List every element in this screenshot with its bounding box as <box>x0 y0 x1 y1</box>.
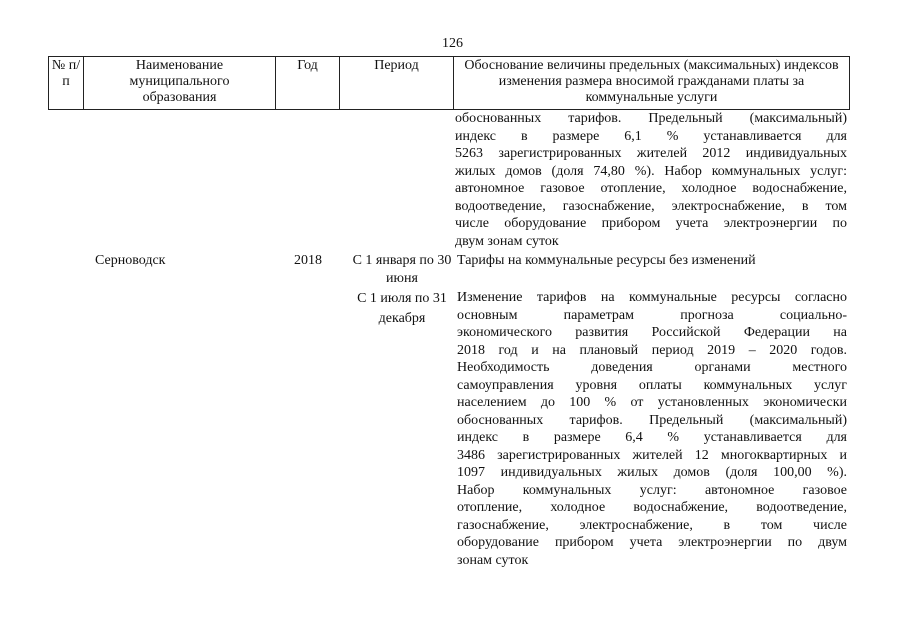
header-municipality: Наименование муниципального образования <box>84 57 276 109</box>
text-line: 3486 зарегистрированных жителей 12 многоквартирных и <box>457 447 847 463</box>
header-period: Период <box>340 57 454 109</box>
text-line: основным параметрам прогноза социально- <box>457 307 847 323</box>
text-line: самоуправления уровня оплаты коммунальных услуг <box>457 377 847 393</box>
text-line: индекс в размере 6,1 % устанавливается для <box>455 128 847 144</box>
period-second-half: С 1 июля по 31 декабря <box>357 291 447 326</box>
text-line: индекс в размере 6,4 % устанавливается для <box>457 430 847 445</box>
period-first-half: С 1 января по 30 июня <box>352 253 452 286</box>
municipality-name: Серноводск <box>95 253 166 268</box>
text-line: двум зонам суток <box>455 233 559 249</box>
justification-first-half: Тарифы на коммунальные ресурсы без изменений <box>457 253 756 268</box>
text-line: 1097 индивидуальных жилых домов (доля 100,00 %). <box>457 465 847 480</box>
header-year: Год <box>276 57 340 109</box>
text-line: жилых домов (доля 74,80 %). Набор коммунальных услуг: <box>455 163 847 179</box>
justification-second-half <box>457 289 847 569</box>
text-line: Изменение тарифов на коммунальные ресурсы согласно <box>457 290 847 305</box>
text-line: Необходимость доведения органами местного <box>457 360 847 375</box>
text-line: оборудование прибором учета электроэнергии по двум <box>457 535 847 550</box>
text-line: зонам суток <box>457 552 529 568</box>
header-num: № п/п <box>48 57 84 109</box>
text-line: газоснабжение, электроснабжение, в том числе <box>457 517 847 533</box>
text-line: обоснованных тарифов. Предельный (максимальный) <box>457 412 847 428</box>
text-line: 2018 год и на плановый период 2019 – 2020 годов. <box>457 342 847 358</box>
row-year: 2018 <box>294 253 322 268</box>
page-number: 126 <box>442 36 463 51</box>
text-line: автономное газовое отопление, холодное водоснабжение, <box>455 181 847 196</box>
table-header <box>48 56 850 110</box>
header-justification: Обоснование величины предельных (максимальных) индексов изменения размера вносимой гражданами платы за коммунальные услуги <box>454 57 850 109</box>
text-line: экономического развития Российской Федерации на <box>457 325 847 340</box>
continued-justification <box>455 110 847 250</box>
text-line: отопление, холодное водоснабжение, водоотведение, <box>457 500 847 515</box>
text-line: числе оборудование прибором учета электроэнергии по <box>455 216 847 231</box>
text-line: обоснованных тарифов. Предельный (максимальный) <box>455 111 847 126</box>
text-line: 5263 зарегистрированных жителей 2012 индивидуальных <box>455 146 847 161</box>
text-line: водоотведение, газоснабжение, электроснабжение, в том <box>455 198 847 214</box>
text-line: Набор коммунальных услуг: автономное газовое <box>457 482 847 498</box>
text-line: населением до 100 % от установленных экономически <box>457 395 847 410</box>
